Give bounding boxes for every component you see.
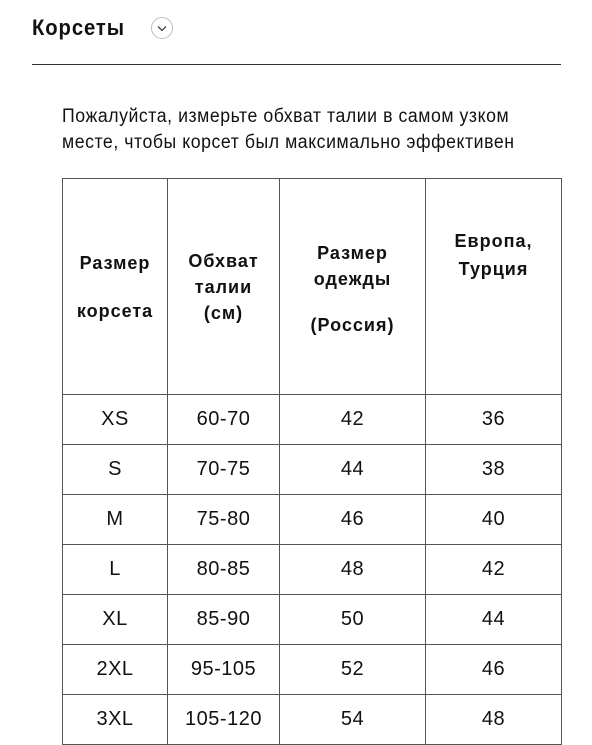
table-row <box>63 395 562 445</box>
cell-ru-size: 46 <box>280 495 426 545</box>
table-row <box>63 445 562 495</box>
cell-waist: 80-85 <box>168 545 280 595</box>
table-row <box>63 595 562 645</box>
section-title: Корсеты <box>32 15 125 40</box>
cell-waist: 105-120 <box>168 695 280 745</box>
cell-size: 2XL <box>63 645 168 695</box>
size-chart-table <box>62 178 562 745</box>
cell-ru-size: 42 <box>280 395 426 445</box>
cell-size: S <box>63 445 168 495</box>
cell-ru-size: 52 <box>280 645 426 695</box>
table-row <box>63 695 562 745</box>
measurement-instructions <box>62 104 527 156</box>
cell-size: XS <box>63 395 168 445</box>
cell-ru-size: 50 <box>280 595 426 645</box>
table-row <box>63 645 562 695</box>
cell-eu-size: 46 <box>426 645 562 695</box>
cell-size: L <box>63 545 168 595</box>
cell-waist: 75-80 <box>168 495 280 545</box>
header-corset-size: Размер корсета <box>63 179 168 395</box>
cell-ru-size: 54 <box>280 695 426 745</box>
cell-eu-size: 38 <box>426 445 562 495</box>
instructions-line-1: Пожалуйста, измерьте обхват талии в самом узком <box>62 106 510 127</box>
chevron-down-icon <box>157 25 167 32</box>
cell-eu-size: 36 <box>426 395 562 445</box>
cell-waist: 60-70 <box>168 395 280 445</box>
cell-eu-size: 42 <box>426 545 562 595</box>
cell-size: M <box>63 495 168 545</box>
cell-eu-size: 44 <box>426 595 562 645</box>
instructions-line-2: месте, чтобы корсет был максимально эффективен <box>62 132 515 153</box>
header-divider <box>32 64 561 65</box>
cell-waist: 85-90 <box>168 595 280 645</box>
cell-eu-size: 48 <box>426 695 562 745</box>
cell-size: 3XL <box>63 695 168 745</box>
header-clothing-size: Размер одежды (Россия) <box>280 179 426 395</box>
table-header-row <box>63 179 562 395</box>
cell-waist: 70-75 <box>168 445 280 495</box>
cell-waist: 95-105 <box>168 645 280 695</box>
expand-toggle-button[interactable] <box>151 17 173 39</box>
header-waist: Обхват талии (см) <box>168 179 280 395</box>
header-europe-turkey: Европа, Турция <box>426 179 562 395</box>
table-row <box>63 495 562 545</box>
section-header <box>32 10 173 46</box>
table-row <box>63 545 562 595</box>
cell-size: XL <box>63 595 168 645</box>
cell-ru-size: 44 <box>280 445 426 495</box>
cell-ru-size: 48 <box>280 545 426 595</box>
cell-eu-size: 40 <box>426 495 562 545</box>
